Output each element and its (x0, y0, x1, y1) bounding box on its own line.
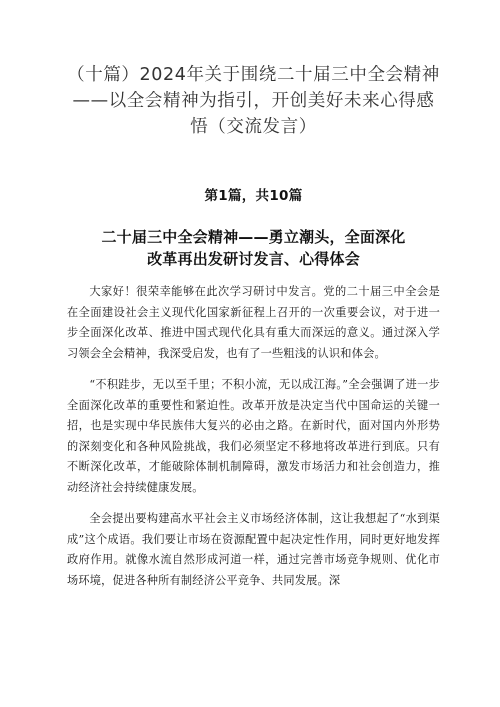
section-indicator: 第1篇，共10篇 (204, 188, 303, 204)
section-heading (67, 226, 440, 270)
document-title: （十篇）2024年关于围绕二十届三中全会精神——以全会精神为指引，开创美好未来心得感悟（交流发言） (67, 65, 440, 137)
paragraph: 全会提出要构建高水平社会主义市场经济体制，这让我想起了“水到渠成”这个成语。我们要让市场在资源配置中起决定性作用，同时更好地发挥政府作用。就像水流自然形成河道一样，通过完善市场竞争规则、优化市场环境，促进各种所有制经济公平竞争、共同发展。深 (67, 512, 440, 587)
paragraph: “不积跬步，无以至千里；不积小流，无以成江海。”全会强调了进一步全面深化改革的重要性和紧迫性。改革开放是决定当代中国命运的关键一招，也是实现中华民族伟大复兴的必由之路。在新时代，面对国内外形势的深刻变化和各种风险挑战，我们必须坚定不移地将改革进行到底。只有不断深化改革，才能破除体制机制障碍，激发市场活力和社会创造力，推动经济社会持续健康发展。 (67, 378, 440, 494)
section-heading-line-2: 改革再出发研讨发言、心得体会 (147, 250, 360, 268)
paragraph: 大家好！很荣幸能够在此次学习研讨中发言。党的二十届三中全会是在全面建设社会主义现代化国家新征程上召开的一次重要会议，对于进一步全面深化改革、推进中国式现代化具有重大而深远的意义。通过深入学习领会全会精神，我深受启发，也有了一些粗浅的认识和体会。 (67, 285, 440, 360)
section-heading-line-1: 二十届三中全会精神——勇立潮头，全面深化 (101, 228, 406, 246)
document-body (67, 282, 440, 591)
